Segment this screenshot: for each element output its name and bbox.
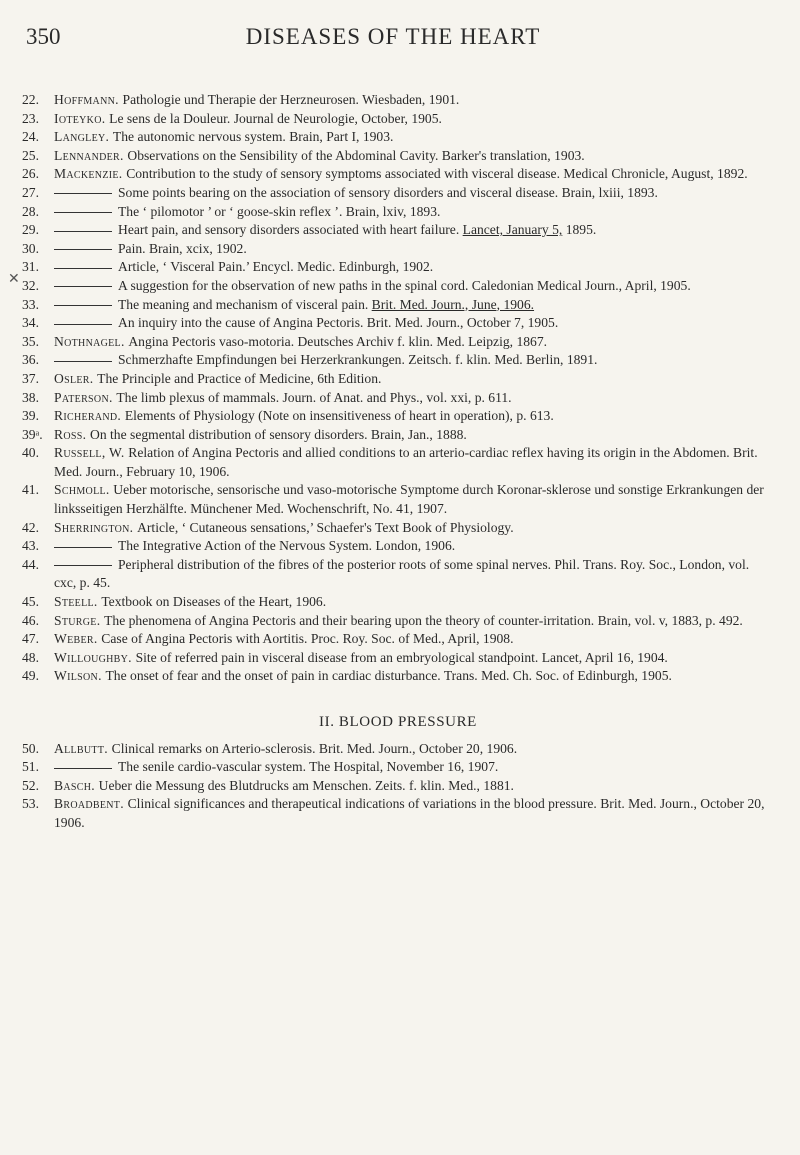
reference-entry: [22, 314, 774, 333]
reference-author: Broadbent.: [54, 796, 128, 812]
reference-text: Le sens de la Douleur. Journal de Neurologie, October, 1905.: [109, 110, 442, 126]
reference-number: 46.: [22, 612, 39, 628]
reference-text: Some points bearing on the association of sensory disorders and visceral disease. Brain, lxiii, 1893.: [118, 184, 658, 200]
reference-text: Ueber die Messung des Blutdrucks am Menschen. Zeits. f. klin. Med., 1881.: [98, 777, 514, 793]
reference-author: Mackenzie.: [54, 166, 127, 182]
reference-number: 52.: [22, 777, 39, 793]
reference-entry: [22, 351, 774, 370]
reference-text: The Principle and Practice of Medicine, 6th Edition.: [97, 370, 382, 386]
reference-text: A suggestion for the observation of new paths in the spinal cord. Caledonian Medical Journ., April, 1905.: [118, 277, 691, 293]
reference-entry: [22, 630, 774, 649]
page-number: 350: [26, 24, 61, 49]
reference-author: Sturge.: [54, 612, 105, 628]
reference-number: 41.: [22, 482, 39, 498]
reference-number: 32.: [22, 277, 39, 293]
running-head: DISEASES OF THE HEART: [245, 24, 541, 49]
reference-author: Steell.: [54, 594, 102, 610]
reference-number: 45.: [22, 594, 39, 610]
reference-entry: [22, 426, 774, 445]
reference-author: Langley.: [54, 129, 113, 145]
ditto-dash: [54, 212, 112, 213]
reference-number: 27.: [22, 184, 39, 200]
reference-text: Observations on the Sensibility of the Abdominal Cavity. Barker's translation, 1903.: [127, 147, 585, 163]
reference-entry: [22, 612, 774, 631]
reference-author: Wilson.: [54, 668, 106, 684]
reference-text: Site of referred pain in visceral disease from an embryological standpoint. Lancet, April 16, 1904.: [135, 649, 668, 665]
reference-entry: [22, 649, 774, 668]
reference-entry: [22, 240, 774, 259]
reference-entry: [22, 758, 774, 777]
reference-text: The phenomena of Angina Pectoris and their bearing upon the theory of counter-irritation. Brain, vol. v, 1883, p. 492.: [104, 612, 743, 628]
reference-number: 50.: [22, 740, 39, 756]
reference-author: Ross.: [54, 426, 91, 442]
reference-entry: [22, 593, 774, 612]
reference-entry: [22, 296, 774, 315]
reference-author: Sherrington.: [54, 519, 138, 535]
reference-number: 33.: [22, 296, 39, 312]
reference-author: Osler.: [54, 370, 98, 386]
reference-author: Willoughby.: [54, 649, 136, 665]
reference-text: Article, ‘ Cutaneous sensations,’ Schaefer's Text Book of Physiology.: [137, 519, 514, 535]
reference-text-tail: 1895.: [562, 222, 597, 238]
reference-number: 23.: [22, 110, 39, 126]
reference-number: 35.: [22, 333, 39, 349]
reference-author: Paterson.: [54, 389, 117, 405]
reference-text: The Integrative Action of the Nervous System. London, 1906.: [118, 538, 456, 554]
reference-entry: [22, 165, 774, 184]
page-header: [26, 24, 760, 54]
reference-text: The meaning and mechanism of visceral pain.: [118, 296, 372, 312]
reference-author: Weber.: [54, 631, 102, 647]
reference-text: Article, ‘ Visceral Pain.’ Encycl. Medic. Edinburgh, 1902.: [118, 259, 434, 275]
reference-entry: [22, 481, 774, 518]
reference-text: The onset of fear and the onset of pain in cardiac disturbance. Trans. Med. Ch. Soc. of Edinburgh, 1905.: [105, 668, 672, 684]
reference-number: 34.: [22, 315, 39, 331]
reference-text: The autonomic nervous system. Brain, Part I, 1903.: [112, 129, 394, 145]
reference-author: Russell, W.: [54, 445, 129, 461]
reference-number: 31.: [22, 259, 39, 275]
reference-author: Lennander.: [54, 147, 128, 163]
reference-text: Ueber motorische, sensorische und vaso-motorische Symptome durch Koronar-sklerose und sonstige Erkrankungen der linksseitigen Herzhälfte. Münchener Med. Wochenschrift, No. 41, 1907.: [54, 482, 764, 517]
reference-text: Clinical significances and therapeutical indications of variations in the blood pressure. Brit. Med. Journ., October 20, 1906.: [54, 796, 765, 830]
reference-text: Pain. Brain, xcix, 1902.: [118, 240, 247, 256]
reference-entry: [22, 407, 774, 426]
reference-entry: [22, 147, 774, 166]
reference-entry: [22, 795, 774, 832]
reference-author: Nothnagel.: [54, 333, 129, 349]
reference-entry: [22, 91, 774, 110]
reference-entry: [22, 777, 774, 796]
reference-number: 40.: [22, 445, 39, 461]
reference-author: Richerand.: [54, 408, 125, 424]
reference-text: Clinical remarks on Arterio-sclerosis. Brit. Med. Journ., October 20, 1906.: [111, 740, 518, 756]
reference-text: Angina Pectoris vaso-motoria. Deutsches Archiv f. klin. Med. Leipzig, 1867.: [128, 333, 548, 349]
ditto-dash: [54, 286, 112, 287]
reference-text: Schmerzhafte Empfindungen bei Herzerkrankungen. Zeitsch. f. klin. Med. Berlin, 1891.: [118, 352, 598, 368]
ditto-dash: [54, 324, 112, 325]
reference-entry: [22, 740, 774, 759]
reference-text: The ‘ pilomotor ’ or ‘ goose-skin reflex ’. Brain, lxiv, 1893.: [118, 203, 441, 219]
reference-text: Peripheral distribution of the fibres of the posterior roots of some spinal nerves. Phil. Trans. Roy. Soc., London, vol. cxc, p. 45.: [54, 556, 750, 591]
reference-entry: [22, 556, 774, 593]
reference-text: Pathologie und Therapie der Herzneurosen. Wiesbaden, 1901.: [122, 92, 460, 107]
reference-entry: [22, 277, 774, 296]
reference-entry: [22, 537, 774, 556]
reference-list: [22, 91, 774, 833]
section-heading: II. BLOOD PRESSURE: [319, 714, 477, 730]
reference-text: Heart pain, and sensory disorders associated with heart failure.: [118, 222, 463, 238]
ditto-dash: [54, 193, 112, 194]
ditto-dash: [54, 249, 112, 250]
reference-text: On the segmental distribution of sensory disorders. Brain, Jan., 1888.: [90, 426, 467, 442]
references-section-1: [22, 91, 774, 686]
reference-number: 24.: [22, 129, 39, 145]
reference-number: 44.: [22, 556, 39, 572]
reference-author: Schmoll.: [54, 482, 114, 498]
reference-number: 29.: [22, 222, 39, 238]
reference-author: Allbutt.: [54, 740, 112, 756]
reference-entry: [22, 333, 774, 352]
reference-entry: [22, 667, 774, 686]
reference-text: Contribution to the study of sensory symptoms associated with visceral disease. Medical Chronicle, August, 1892.: [126, 166, 748, 182]
reference-entry: [22, 444, 774, 481]
reference-entry: [22, 184, 774, 203]
reference-number: 51.: [22, 759, 39, 775]
references-section-2: [22, 740, 774, 833]
reference-text: Case of Angina Pectoris with Aortitis. Proc. Roy. Soc. of Med., April, 1908.: [101, 631, 514, 647]
reference-entry: [22, 203, 774, 222]
ditto-dash: [54, 768, 112, 769]
reference-entry: [22, 110, 774, 129]
reference-author: Basch.: [54, 777, 99, 793]
reference-number: 49.: [22, 668, 39, 684]
reference-text: Textbook on Diseases of the Heart, 1906.: [101, 594, 327, 610]
reference-text: Elements of Physiology (Note on insensitiveness of heart in operation), p. 613.: [124, 408, 554, 424]
reference-entry: [22, 519, 774, 538]
reference-number: 30.: [22, 240, 39, 256]
reference-text: Relation of Angina Pectoris and allied conditions to an arterio-cardiac reflex having its origin in the Abdomen. Brit. Med. Journ., February 10, 1906.: [54, 445, 758, 479]
reference-text: The limb plexus of mammals. Journ. of Anat. and Phys., vol. xxi, p. 611.: [116, 389, 512, 405]
reference-text: An inquiry into the cause of Angina Pectoris. Brit. Med. Journ., October 7, 1905.: [118, 315, 559, 331]
reference-number: 22.: [22, 92, 39, 107]
underlined-citation: Brit. Med. Journ., June, 1906.: [371, 296, 535, 312]
reference-entry: [22, 370, 774, 389]
reference-number: 53.: [22, 796, 39, 812]
reference-number: 43.: [22, 538, 39, 554]
margin-annotation: ✕: [8, 271, 20, 287]
reference-number: 47.: [22, 631, 39, 647]
reference-number: 25.: [22, 147, 39, 163]
reference-number: 36.: [22, 352, 39, 368]
reference-number: 26.: [22, 166, 39, 182]
reference-number: 38.: [22, 389, 39, 405]
reference-number: 42.: [22, 519, 39, 535]
reference-number: 37.: [22, 370, 39, 386]
ditto-dash: [54, 361, 112, 362]
reference-entry: [22, 221, 774, 240]
reference-number: 48.: [22, 649, 39, 665]
reference-entry: [22, 258, 774, 277]
ditto-dash: [54, 565, 112, 566]
reference-number: 28.: [22, 203, 39, 219]
ditto-dash: [54, 547, 112, 548]
reference-author: Ioteyko.: [54, 110, 110, 126]
reference-number: 39.: [22, 408, 39, 424]
ditto-dash: [54, 231, 112, 232]
ditto-dash: [54, 268, 112, 269]
reference-entry: [22, 128, 774, 147]
reference-author: Hoffmann.: [54, 92, 123, 107]
underlined-citation: Lancet, January 5,: [462, 222, 563, 238]
reference-entry: [22, 389, 774, 408]
reference-text: The senile cardio-vascular system. The Hospital, November 16, 1907.: [118, 759, 499, 775]
reference-number: 39ᵃ.: [22, 426, 43, 442]
ditto-dash: [54, 305, 112, 306]
